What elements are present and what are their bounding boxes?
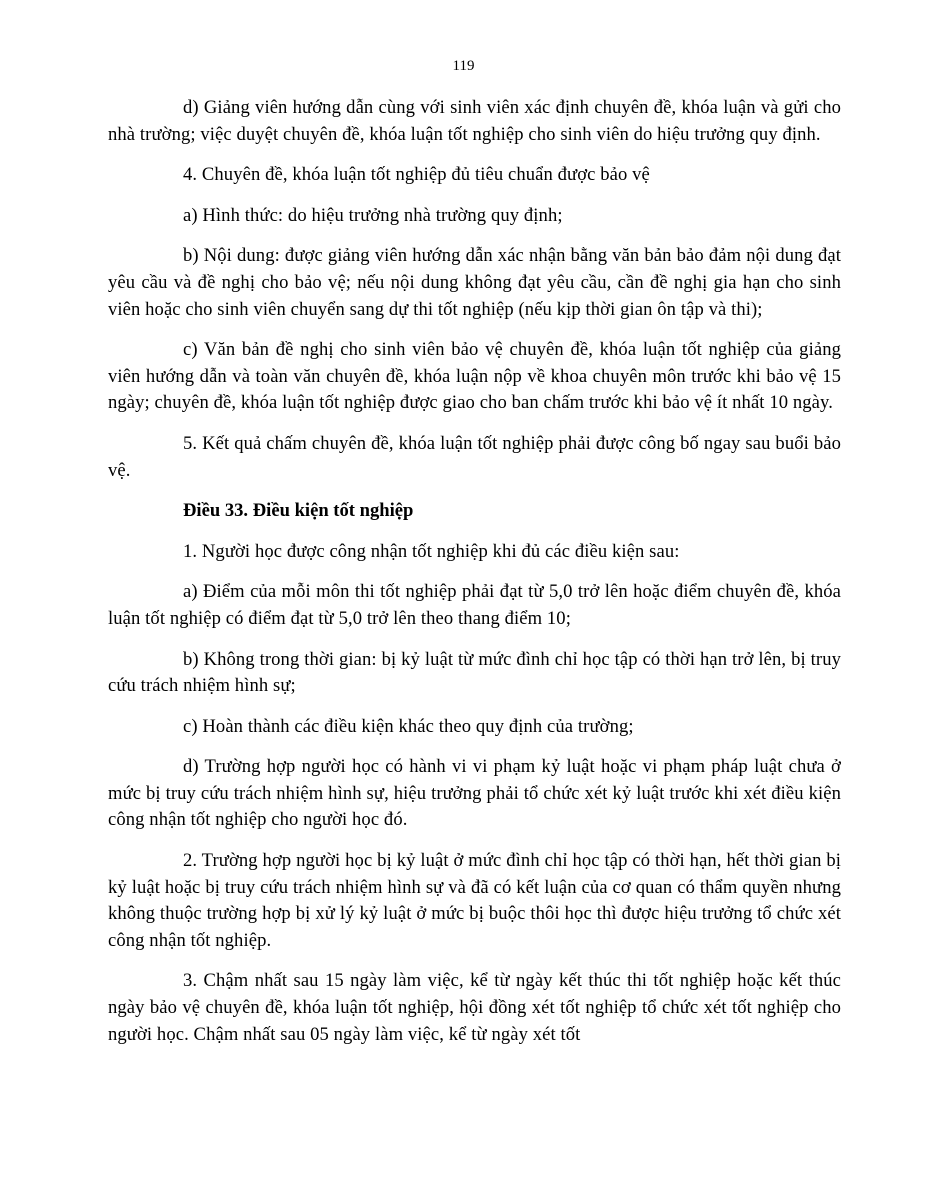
paragraph-1-graduation-conditions: 1. Người học được công nhận tốt nghiệp khi đủ các điều kiện sau: xyxy=(183,540,680,562)
paragraph-c-proposal: c) Văn bản đề nghị cho sinh viên bảo vệ chuyên đề, khóa luận tốt nghiệp của giảng viên hướng dẫn và toàn văn chuyên đề, khóa luận nộp về khoa chuyên môn trước khi bảo vệ 15 ngày; chuyên đề, khóa luận tốt nghiệp được giao cho ban chấm trước khi bảo vệ ít nhất 10 ngày. xyxy=(108,339,841,414)
paragraph-b-content: b) Nội dung: được giảng viên hướng dẫn xác nhận bằng văn bản bảo đảm nội dung đạt yêu cầu và đề nghị cho bảo vệ; nếu nội dung không đạt yêu cầu, cần đề nghị gia hạn cho sinh viên hoặc cho sinh viên chuyển sang dự thi tốt nghiệp (nếu kịp thời gian ôn tập và thi); xyxy=(108,245,841,320)
paragraph-a-scores: a) Điểm của mỗi môn thi tốt nghiệp phải đạt từ 5,0 trở lên hoặc điểm chuyên đề, khóa luận tốt nghiệp có điểm đạt từ 5,0 trở lên theo thang điểm 10; xyxy=(108,581,841,629)
page-number: 119 xyxy=(452,58,475,74)
paragraph-5-results: 5. Kết quả chấm chuyên đề, khóa luận tốt nghiệp phải được công bố ngay sau buổi bảo vệ. xyxy=(108,432,841,481)
paragraph-4-defense-criteria: 4. Chuyên đề, khóa luận tốt nghiệp đủ tiêu chuẩn được bảo vệ xyxy=(183,164,650,186)
paragraph-d-advisor-topic: d) Giảng viên hướng dẫn cùng với sinh viên xác định chuyên đề, khóa luận và gửi cho nhà trường; việc duyệt chuyên đề, khóa luận tốt nghiệp cho sinh viên do hiệu trưởng quy định. xyxy=(108,97,841,145)
paragraph-2-disciplined-learners: 2. Trường hợp người học bị kỷ luật ở mức đình chỉ học tập có thời hạn, hết thời gian bị kỷ luật hoặc bị truy cứu trách nhiệm hình sự và đã có kết luận của cơ quan có thẩm quyền nhưng không thuộc trường hợp bị xử lý kỷ luật ở mức bị buộc thôi học thì được hiệu trưởng tổ chức xét công nhận tốt nghiệp. xyxy=(108,850,841,951)
document-body xyxy=(108,95,841,1062)
paragraph-3-timeline: 3. Chậm nhất sau 15 ngày làm việc, kể từ ngày kết thúc thi tốt nghiệp hoặc kết thúc ngày bảo vệ chuyên đề, khóa luận tốt nghiệp, hội đồng xét tốt nghiệp tổ chức xét tốt nghiệp cho người học. Chậm nhất sau 05 ngày làm việc, kể từ ngày xét tốt xyxy=(108,970,841,1045)
paragraph-c-other-conditions: c) Hoàn thành các điều kiện khác theo quy định của trường; xyxy=(183,715,634,737)
paragraph-b-discipline: b) Không trong thời gian: bị kỷ luật từ mức đình chỉ học tập có thời hạn trở lên, bị truy cứu trách nhiệm hình sự; xyxy=(108,648,841,697)
paragraph-a-format: a) Hình thức: do hiệu trưởng nhà trường quy định; xyxy=(183,204,563,226)
article-33-heading: Điều 33. Điều kiện tốt nghiệp xyxy=(183,500,414,522)
paragraph-d-violations: d) Trường hợp người học có hành vi vi phạm kỷ luật hoặc vi phạm pháp luật chưa ở mức bị truy cứu trách nhiệm hình sự, hiệu trưởng phải tổ chức xét kỷ luật trước khi xét điều kiện công nhận tốt nghiệp cho người học đó. xyxy=(108,756,841,831)
